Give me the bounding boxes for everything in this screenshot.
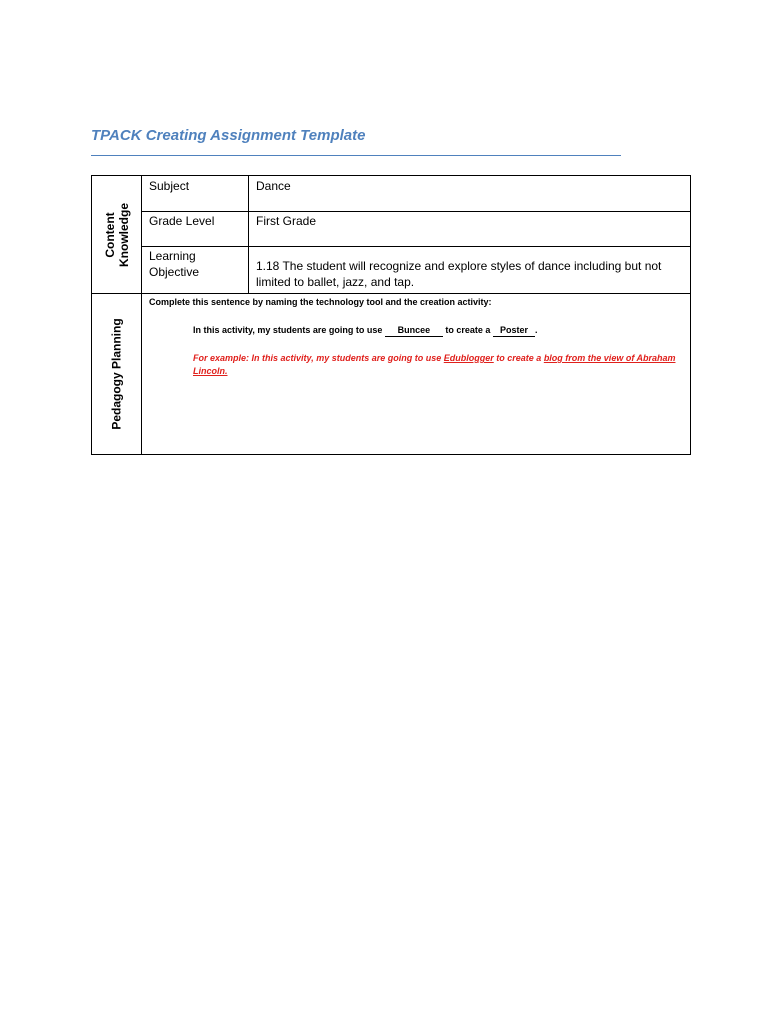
section-divider: [92, 293, 690, 294]
example-prefix: For example: In this activity, my students are going to use: [193, 353, 442, 363]
grade-level-label: Grade Level: [149, 214, 215, 228]
title-underline: [91, 155, 621, 156]
column-divider-right: [248, 176, 249, 294]
subject-label: Subject: [149, 179, 190, 193]
pedagogy-sentence: [193, 324, 687, 337]
sentence-end: .: [534, 325, 538, 335]
pedagogy-label-text: Pedagogy Planning: [109, 318, 124, 430]
learning-objective-label-line1: Learning: [149, 249, 196, 263]
content-knowledge-label: [92, 176, 141, 293]
assignment-table: [91, 175, 691, 455]
pedagogy-instruction: Complete this sentence by naming the technology tool and the creation activity:: [149, 297, 492, 307]
tool-blank: Buncee: [385, 325, 443, 337]
row-divider-1: [141, 211, 690, 212]
example-product-link[interactable]: blog from the view of Abraham Lincoln.: [193, 353, 676, 376]
example-middle: to create a: [496, 353, 542, 363]
content-label-line1: Content: [102, 211, 117, 258]
pedagogy-example: [193, 352, 687, 378]
row-divider-2: [141, 246, 690, 247]
column-divider-left: [141, 176, 142, 454]
sentence-start: In this activity, my students are going to use: [193, 325, 383, 335]
sentence-middle: to create a: [445, 325, 491, 335]
pedagogy-planning-label: [92, 294, 141, 454]
subject-value: Dance: [256, 179, 291, 193]
product-blank: Poster: [493, 325, 535, 337]
learning-objective-label: [149, 248, 199, 280]
learning-objective-label-line2: Objective: [149, 265, 200, 279]
page-title: TPACK Creating Assignment Template: [91, 127, 366, 144]
learning-objective-value: 1.18 The student will recognize and explore styles of dance including but not limited to ballet, jazz, and tap.: [256, 259, 662, 289]
content-label-line2: Knowledge: [116, 202, 131, 267]
grade-level-value: First Grade: [256, 214, 317, 228]
example-tool-link[interactable]: Edublogger: [443, 353, 494, 363]
